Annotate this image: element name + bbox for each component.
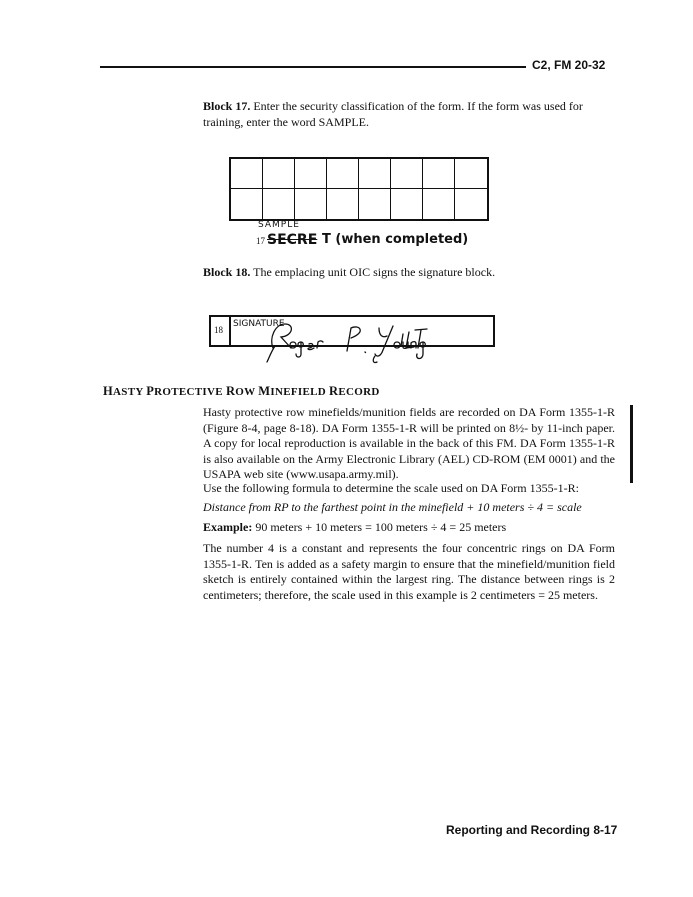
grid-cell	[327, 159, 359, 189]
grid-cell	[391, 159, 423, 189]
block-17-text: Enter the security classification of the form. If the form was used for training, enter the word SAMPLE.	[203, 99, 583, 129]
grid-cell	[327, 189, 359, 219]
grid-cell	[359, 159, 391, 189]
sample-handwritten: SAMPLE	[258, 220, 300, 230]
page-footer: Reporting and Recording 8-17	[446, 823, 618, 837]
block-17-lead: Block 17.	[203, 99, 251, 113]
handwritten-signature	[255, 318, 455, 368]
secret-struck: SECRE	[267, 232, 318, 248]
when-completed-label: T (when completed)	[322, 232, 469, 247]
grid-cell	[423, 189, 455, 219]
grid-cell	[295, 159, 327, 189]
header-rule	[100, 66, 526, 68]
grid-cell	[359, 189, 391, 219]
signature-text: Roger P. Young 1LT	[255, 318, 264, 319]
grid-cell	[391, 189, 423, 219]
grid-cell	[231, 189, 263, 219]
block-17-paragraph	[203, 99, 615, 130]
grid-cell	[455, 159, 487, 189]
grid-cell	[455, 189, 487, 219]
section-heading: HASTY PROTECTIVE ROW MINEFIELD RECORD	[103, 384, 380, 398]
signature-number-cell	[211, 317, 231, 345]
classification-grid	[229, 157, 489, 221]
grid-cell	[263, 189, 295, 219]
paragraph-formula-intro: Use the following formula to determine the scale used on DA Form 1355-1-R:	[203, 481, 579, 495]
block-18-lead: Block 18.	[203, 265, 251, 279]
example-line: Example: 90 meters + 10 meters = 100 meters ÷ 4 = 25 meters	[203, 520, 507, 534]
block-18-text: The emplacing unit OIC signs the signature block.	[250, 265, 496, 279]
paragraph-da-form: Hasty protective row minefields/munition fields are recorded on DA Form 1355-1-R (Figure 8-4, page 8-18). DA Form 1355-1-R will be printed on 8½- by 11-inch paper. A copy for local reproduction is available in the back of this FM. DA Form 1355-1-R is also available on the Army Electronic Library (AEL) CD-ROM (EM 0001) and the USAPA web site (www.usapa.army.mil).	[203, 405, 615, 481]
grid-cell	[231, 159, 263, 189]
grid-cell	[295, 189, 327, 219]
grid-cell	[423, 159, 455, 189]
grid-cell	[263, 159, 295, 189]
block-18-paragraph	[203, 265, 615, 281]
paragraph-constant: The number 4 is a constant and represents the four concentric rings on DA Form 1355-1-R. Ten is added as a safety margin to ensure that the minefield/munition field sketch is entirely contained within the largest ring. The distance between rings is 2 centimeters; therefore, the scale used in this example is 2 centimeters = 25 meters.	[203, 541, 615, 602]
change-bar	[630, 405, 633, 483]
block-18-number: 18	[214, 325, 223, 335]
block-17-number: 17	[256, 236, 265, 246]
page-header: C2, FM 20-32	[532, 58, 606, 72]
signature-label: SIGNATURE	[233, 319, 285, 329]
formula-text: Distance from RP to the farthest point in the minefield + 10 meters ÷ 4 = scale	[203, 500, 582, 514]
